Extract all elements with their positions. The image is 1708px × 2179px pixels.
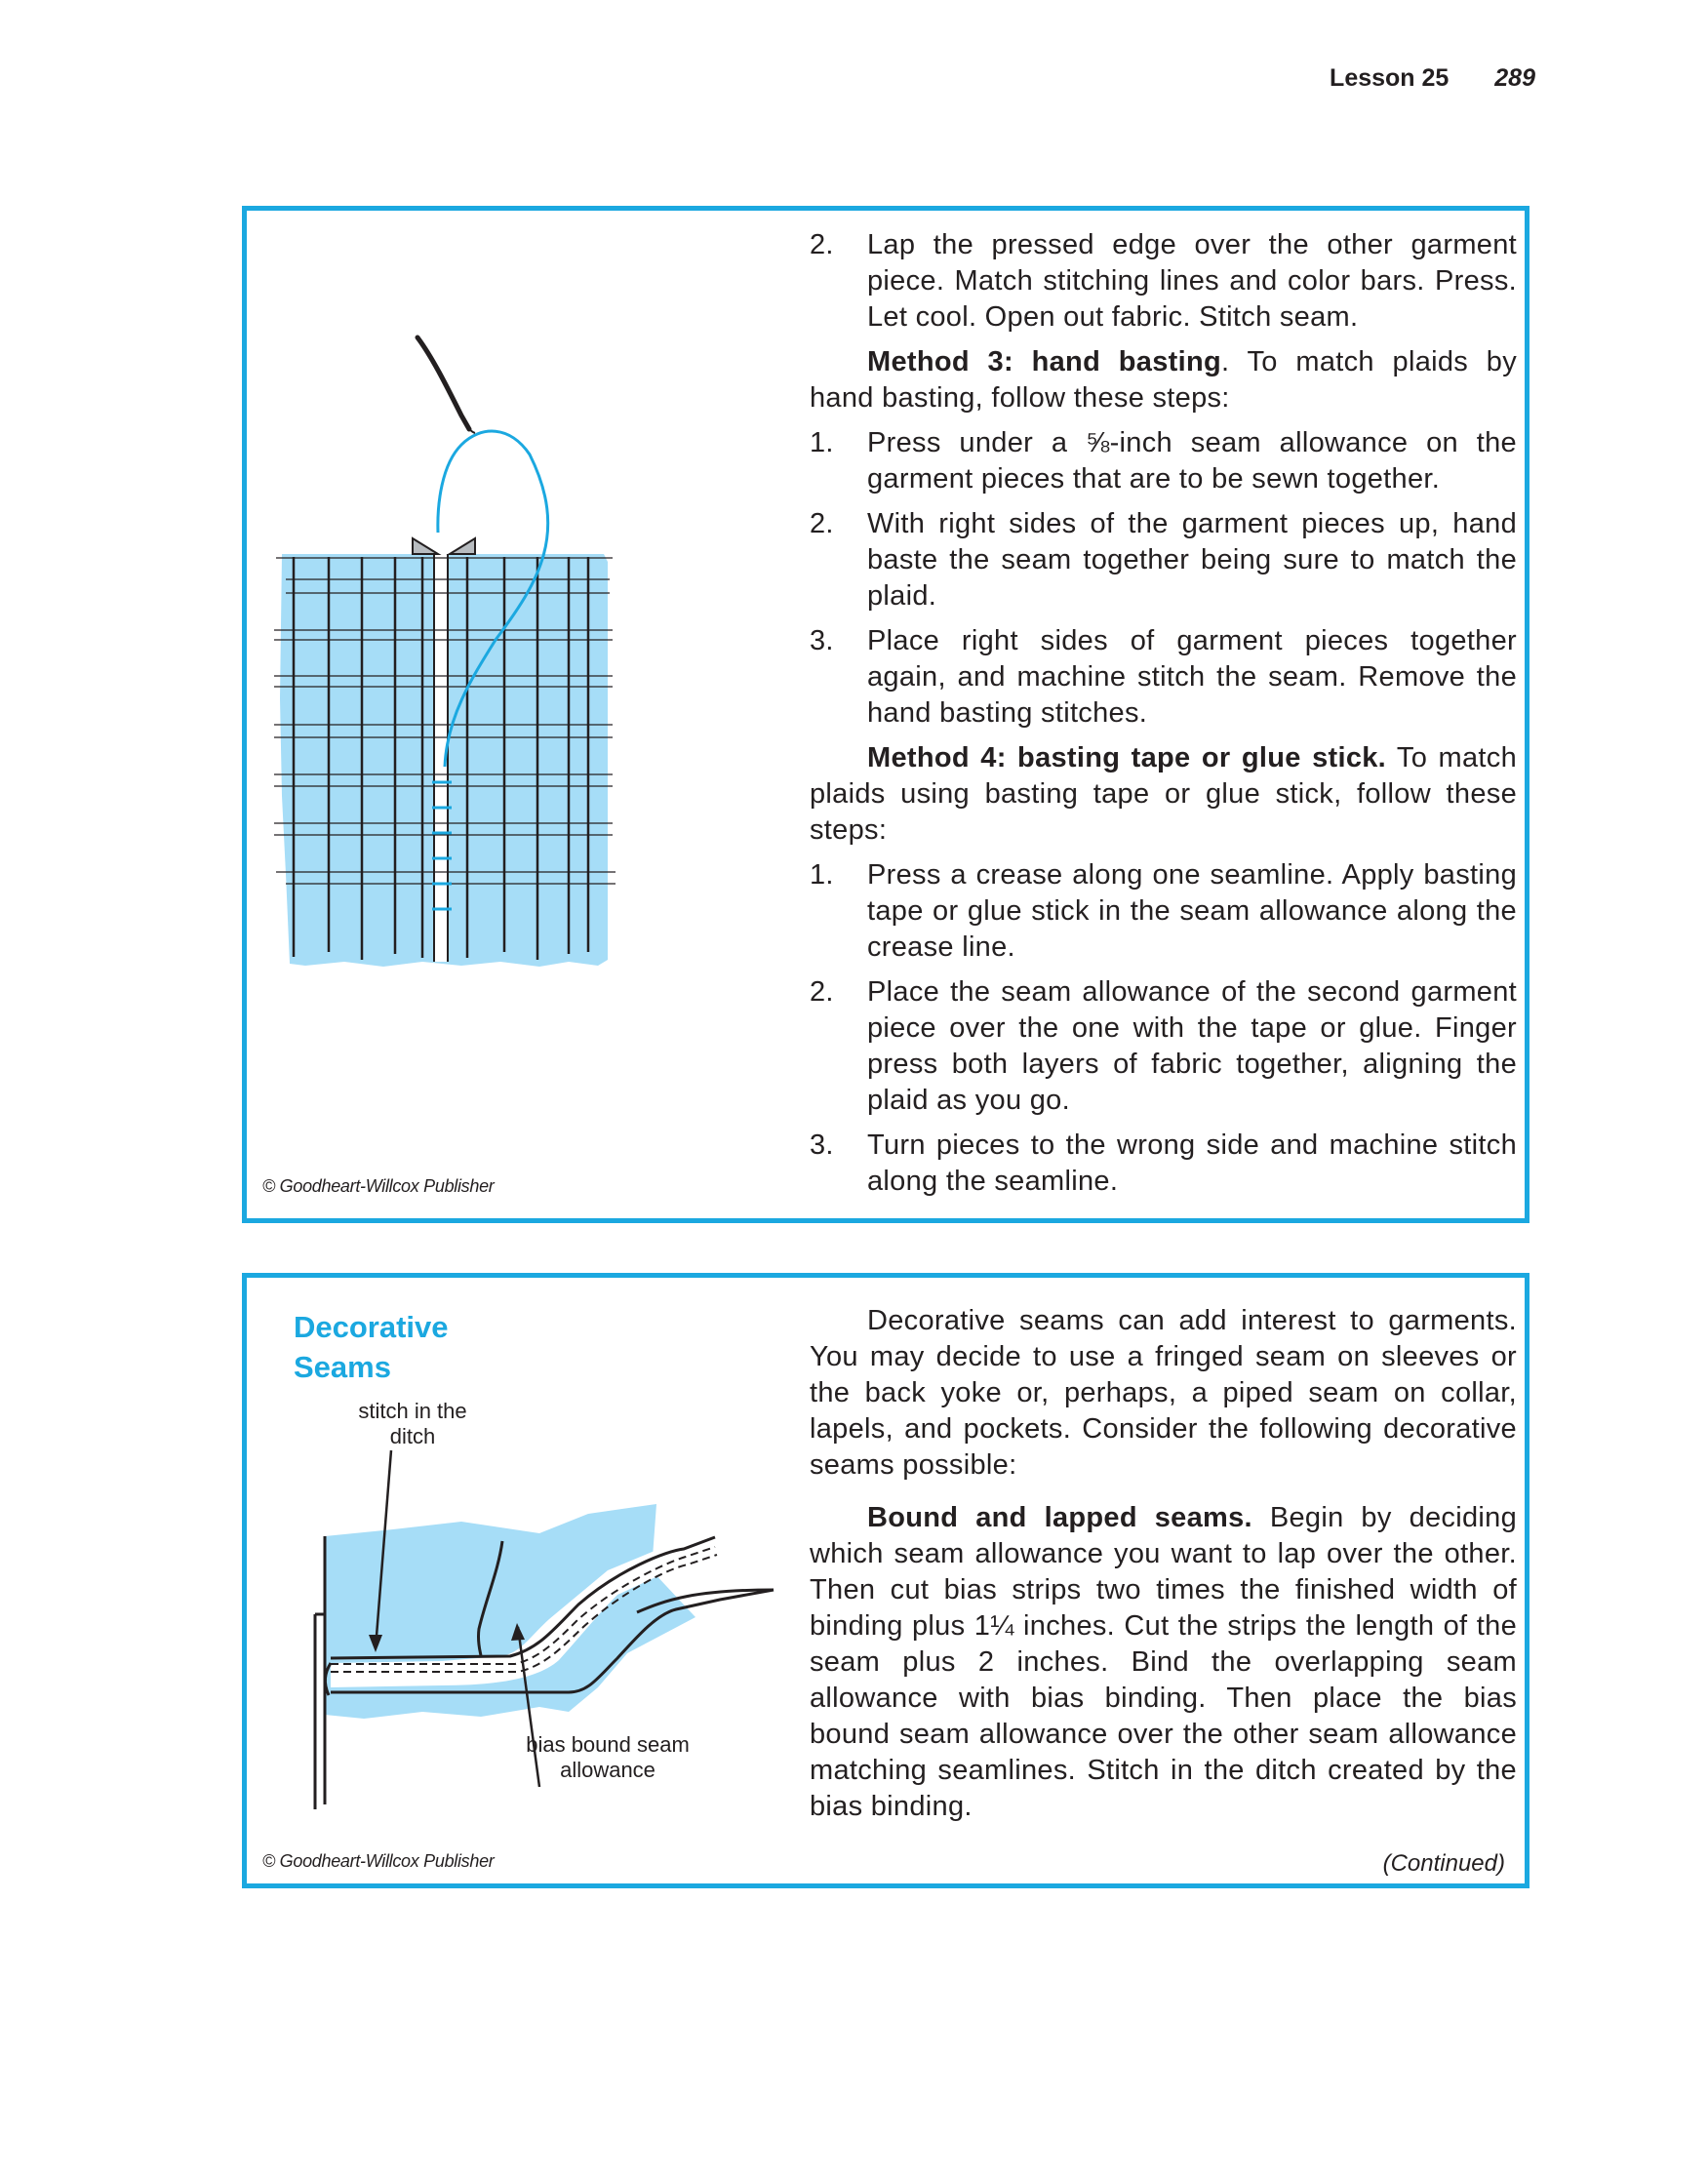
method4-paragraph: Method 4: basting tape or glue stick. To match plaids using basting tape or glue stick, follow these steps: <box>810 742 1518 846</box>
bias-bound-label: bias bound seam allowance <box>526 1732 690 1782</box>
bound-lapped-seam-illustration <box>247 1278 793 1882</box>
plaid-matching-box <box>242 206 1529 1223</box>
plaid-text-column <box>810 227 1517 1200</box>
list-item: 2. Place the seam allowance of the second garment piece over the one with the tape or glue. Finger press both layers of fabric together, aligning the plaid as you go. <box>810 976 1517 1116</box>
list-item: 2. Lap the pressed edge over the other garment piece. Match stitching lines and color bars. Press. Let cool. Open out fabric. Stitch seam. <box>810 229 1517 333</box>
continued-note: (Continued) <box>1382 1850 1505 1877</box>
decorative-seams-box <box>242 1273 1529 1888</box>
method3-paragraph: Method 3: hand basting. To match plaids by hand basting, follow these steps: <box>810 346 1518 414</box>
intro-paragraph: Decorative seams can add interest to garments. You may decide to use a fringed seam on sleeves or the back yoke or, perhaps, a piped seam on collar, lapels, and pockets. Consider the following decorative seams possible: <box>810 1305 1517 1481</box>
list-item: 1. Press a crease along one seamline. Apply basting tape or glue stick in the seam allowance along the crease line. <box>810 859 1517 963</box>
page-number: 289 <box>1494 64 1535 92</box>
decorative-text-column <box>810 1303 1517 1825</box>
plaid-basting-illustration <box>247 211 793 1089</box>
list-item: 2. With right sides of the garment pieces up, hand baste the seam together being sure to match the plaid. <box>810 508 1517 612</box>
method3-title: Method 3: hand basting <box>867 346 1221 377</box>
bound-lapped-paragraph: Bound and lapped seams. Begin by deciding which seam allowance you want to lap over the other. Then cut bias strips two times the finished width of binding plus 1¼ inches. Cut the strips the length of the seam plus 2 inches. Bind the overlapping seam allowance with bias binding. Then place the bias bound seam allowance over the other seam allowance matching seamlines. Stitch in the ditch created by the bias binding. <box>810 1502 1517 1822</box>
page-header <box>1330 64 1535 93</box>
list-item: 1. Press under a ⅝-inch seam allowance on the garment pieces that are to be sewn together. <box>810 427 1517 495</box>
figure-credit: © Goodheart-Willcox Publisher <box>262 1851 495 1871</box>
list-item: 3. Place right sides of garment pieces together again, and machine stitch the seam. Remove the hand basting stitches. <box>810 625 1517 729</box>
figure-credit: © Goodheart-Willcox Publisher <box>262 1176 495 1196</box>
method4-title: Method 4: basting tape or glue stick. <box>867 742 1387 773</box>
stitch-in-ditch-label: stitch in the ditch <box>358 1399 467 1448</box>
list-item: 3. Turn pieces to the wrong side and machine stitch along the seamline. <box>810 1129 1517 1197</box>
bound-lapped-title: Bound and lapped seams. <box>867 1502 1252 1533</box>
lesson-label: Lesson 25 <box>1330 64 1450 92</box>
section-heading: Decorative Seams <box>294 1310 449 1384</box>
